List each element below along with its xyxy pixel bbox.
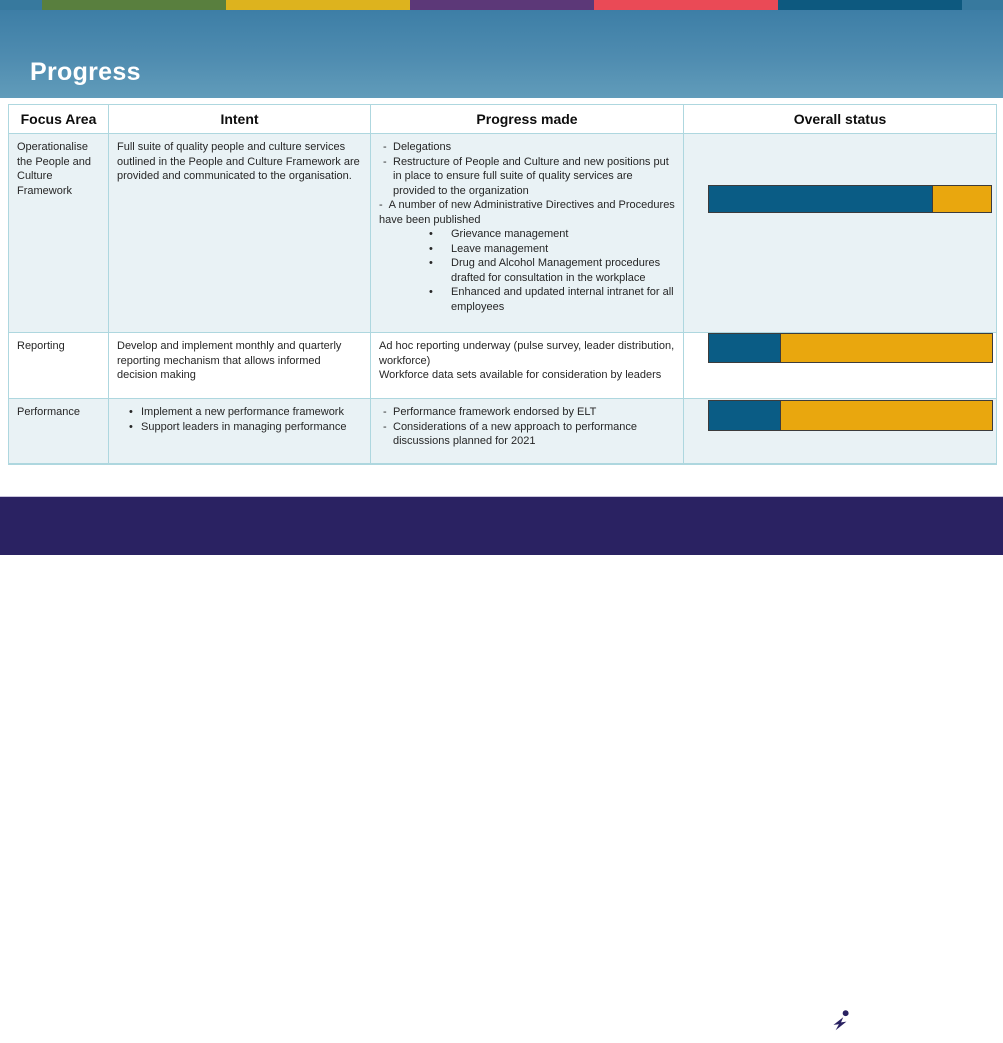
status-bar-remaining-segment bbox=[780, 401, 992, 430]
focus-area-cell: Operationalise the People and Culture Framework bbox=[9, 134, 109, 333]
status-bar-remaining-segment bbox=[780, 334, 992, 362]
table-header-row bbox=[9, 105, 996, 134]
accent-segment-green bbox=[42, 0, 226, 10]
intent-bullet: • Support leaders in managing performance bbox=[129, 420, 347, 433]
progress-line: Workforce data sets available for consideration by leaders bbox=[379, 369, 662, 382]
page-title: Progress bbox=[30, 58, 141, 86]
progress-item: - A number of new Administrative Directives and Procedures have been published bbox=[379, 199, 675, 226]
status-bar-remaining-segment bbox=[932, 186, 991, 212]
accent-segment-purple bbox=[410, 0, 594, 10]
header-intent: Intent bbox=[109, 105, 371, 134]
focus-area-cell: Performance bbox=[9, 399, 109, 463]
progress-cell bbox=[371, 333, 684, 399]
status-bar bbox=[708, 333, 993, 363]
status-bar-complete-segment bbox=[709, 186, 932, 212]
progress-item: - Considerations of a new approach to performance discussions planned for 2021 bbox=[383, 420, 637, 448]
progress-subitem: • Grievance management bbox=[429, 228, 569, 241]
accent-segment-navy bbox=[778, 0, 962, 10]
top-accent-strip bbox=[0, 0, 1003, 10]
intent-bullet: • Implement a new performance framework bbox=[129, 406, 344, 418]
status-bar bbox=[708, 185, 992, 213]
title-band bbox=[0, 10, 1003, 98]
progress-subitem: • Drug and Alcohol Management procedures drafted for consultation in the workplace bbox=[429, 257, 661, 284]
status-bar-complete-segment bbox=[709, 401, 780, 430]
table-row bbox=[9, 333, 996, 399]
progress-item: - Restructure of People and Culture and new positions put in place to ensure full suite of quality services are provided to the organization bbox=[383, 155, 669, 197]
logo-city-of-text: City of bbox=[866, 1004, 959, 1017]
table-row bbox=[9, 399, 996, 463]
progress-cell bbox=[371, 134, 684, 333]
header-overall-status: Overall status bbox=[684, 105, 996, 134]
progress-item: - Delegations bbox=[383, 141, 452, 153]
accent-segment-red bbox=[594, 0, 778, 10]
progress-item: - Performance framework endorsed by ELT bbox=[383, 406, 597, 418]
progress-subitem: • Leave management bbox=[429, 242, 549, 255]
status-bar bbox=[708, 400, 993, 431]
status-bar-complete-segment bbox=[709, 334, 780, 362]
intent-cell bbox=[109, 399, 371, 463]
logo-ipswich-text: Ipswich bbox=[866, 1014, 960, 1042]
status-cell bbox=[684, 399, 996, 463]
progress-line: Ad hoc reporting underway (pulse survey, leader distribution, workforce) bbox=[379, 340, 675, 367]
focus-area-cell: Reporting bbox=[9, 333, 109, 399]
intent-cell: Full suite of quality people and culture services outlined in the People and Culture Framework are provided and communicated to the organisation. bbox=[109, 134, 371, 333]
header-focus-area: Focus Area bbox=[9, 105, 109, 134]
status-cell bbox=[684, 134, 996, 333]
progress-cell bbox=[371, 399, 684, 463]
progress-subitem: • Enhanced and updated internal intranet for all employees bbox=[429, 286, 674, 313]
footer-band bbox=[0, 496, 1003, 1042]
header-progress-made: Progress made bbox=[371, 105, 684, 134]
ipswich-logo-icon bbox=[824, 1004, 857, 1037]
status-cell bbox=[684, 333, 996, 399]
city-of-ipswich-logo bbox=[824, 1004, 959, 1043]
accent-segment-gold bbox=[226, 0, 410, 10]
progress-table bbox=[8, 104, 997, 465]
table-row bbox=[9, 134, 996, 333]
intent-cell: Develop and implement monthly and quarterly reporting mechanism that allows informed decision making bbox=[109, 333, 371, 399]
